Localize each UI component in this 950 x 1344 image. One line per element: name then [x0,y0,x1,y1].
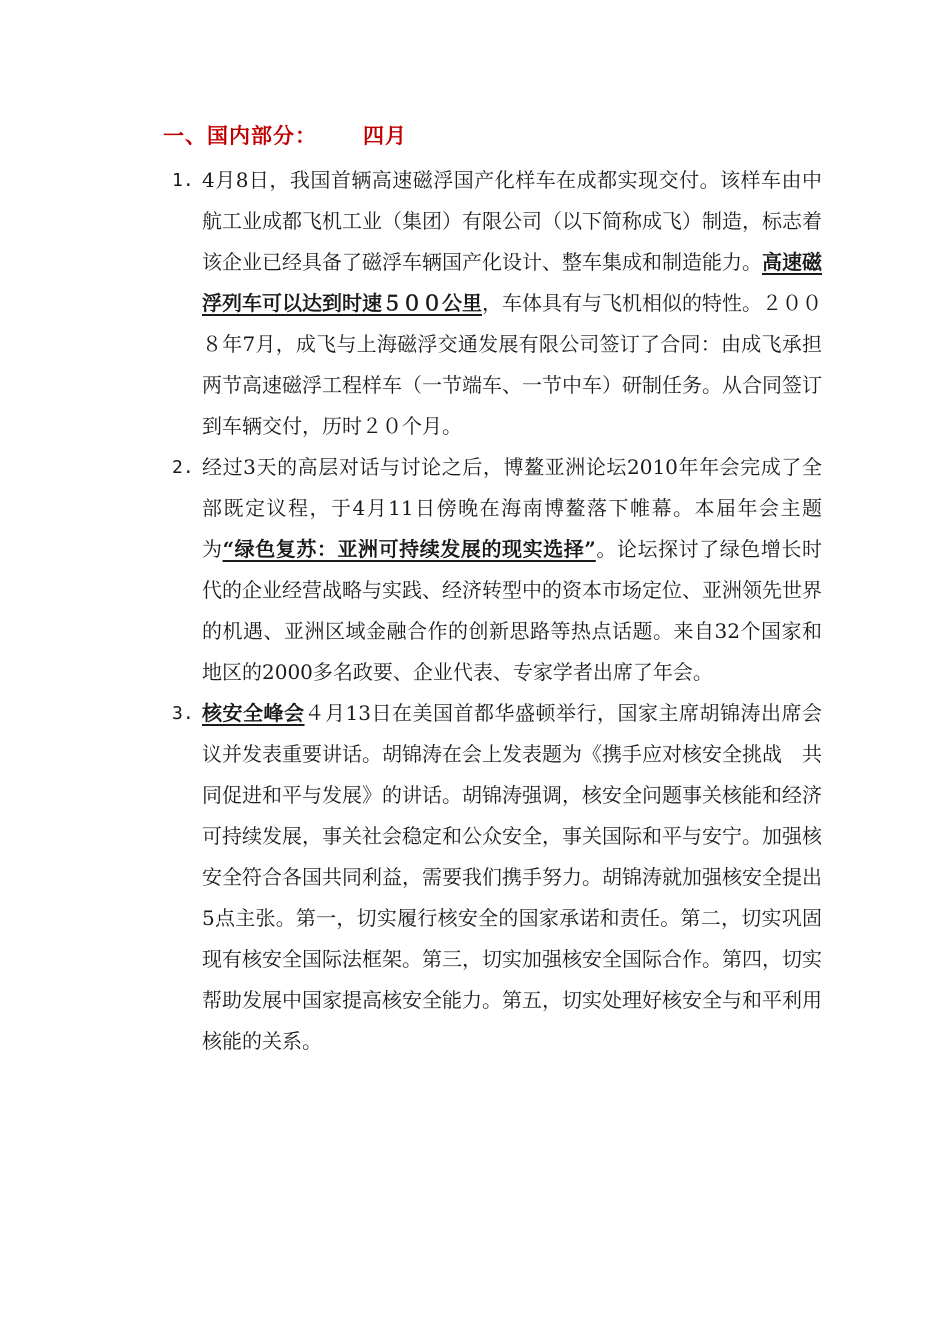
highlighted-phrase: 核安全峰会 [202,701,305,725]
section-heading [163,120,407,150]
text-segment: 4月8日，我国首辆高速磁浮国产化样车在成都实现交付。该样车由中航工业成都飞机工业（集团）有限公司（以下简称成飞）制造，标志着该企业已经具备了磁浮车辆国产化设计、整车集成和制造能力。 [202,168,822,274]
text-segment: 经过3天的高层对话与讨论之后，博鳌亚洲论坛2010年年会完成了全部既定议程，于4月11日傍晚在海南博鳌落下帷幕。本届年会主题为 [202,455,822,561]
news-item-text [202,160,822,447]
news-item-1 [162,160,822,447]
text-segment: 。论坛探讨了绿色增长时代的企业经营战略与实践、经济转型中的资本市场定位、亚洲领先世界的机遇、亚洲区域金融合作的创新思路等热点话题。来自32个国家和地区的2000多名政要、企业代表、专家学者出席了年会。 [202,537,823,684]
text-segment: ４月13日在美国首都华盛顿举行，国家主席胡锦涛出席会议并发表重要讲话。胡锦涛在会上发表题为《携手应对核安全挑战 共同促进和平与发展》的讲话。胡锦涛强调，核安全问题事关核能和经济可持续发展，事关社会稳定和公众安全，事关国际和平与安宁。加强核安全符合各国共同利益，需要我们携手努力。胡锦涛就加强核安全提出5点主张。第一，切实履行核安全的国家承诺和责任。第二，切实巩固现有核安全国际法框架。第三，切实加强核安全国际合作。第四，切实帮助发展中国家提高核安全能力。第五，切实处理好核安全与和平利用核能的关系。 [202,701,823,1053]
news-item-text [202,447,822,693]
section-heading-month: 四月 [363,124,407,148]
news-list [162,160,822,1062]
highlighted-phrase: 高速磁浮列车可以达到时速５００公里 [202,250,822,315]
section-heading-label: 一、国内部分： [163,124,317,148]
highlighted-phrase: “绿色复苏：亚洲可持续发展的现实选择” [222,537,596,561]
news-item-2 [162,447,822,693]
news-item-3 [162,693,822,1062]
news-item-text [202,693,822,1062]
list-number: 3. [172,703,194,724]
list-number: 1. [172,170,194,191]
text-segment: ，车体具有与飞机相似的特性。２００８年7月，成飞与上海磁浮交通发展有限公司签订了合同：由成飞承担两节高速磁浮工程样车（一节端车、一节中车）研制任务。从合同签订到车辆交付，历时２０个月。 [202,291,822,438]
list-number: 2. [172,457,194,478]
